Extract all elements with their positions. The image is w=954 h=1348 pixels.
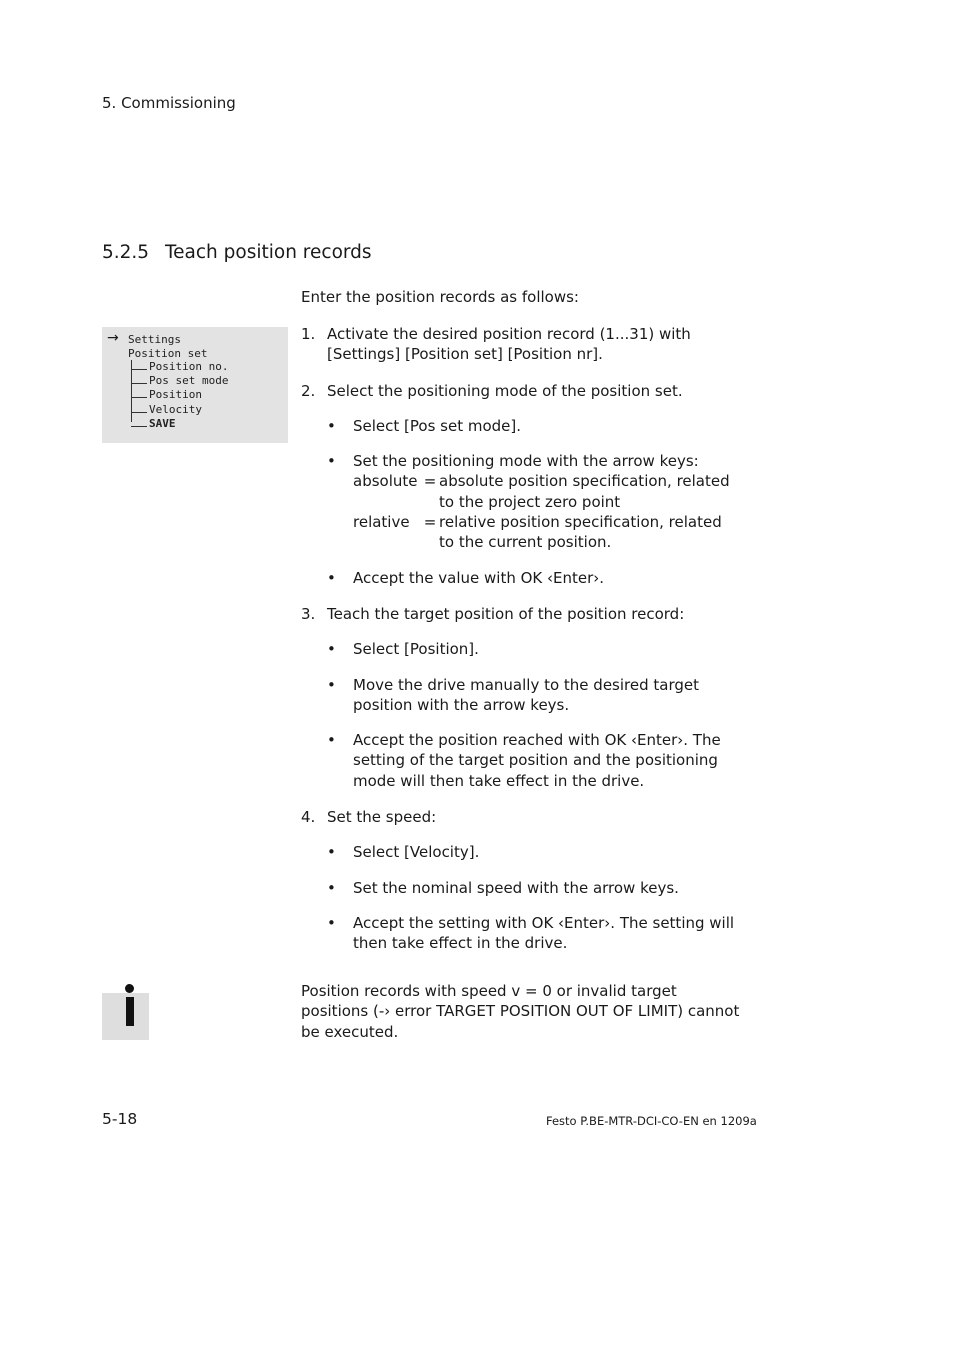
document-id: Festo P.BE-MTR-DCI-CO-EN en 1209a <box>546 1114 757 1128</box>
menu-item-position-no: Position no. <box>149 360 229 373</box>
list-item: • Accept the value with OK ‹Enter›. <box>327 568 605 587</box>
list-item: • Select [Position]. <box>327 640 479 659</box>
menu-item-settings: Settings <box>128 333 181 346</box>
arrow-right-icon: → <box>107 330 119 346</box>
intro-text: Enter the position records as follows: <box>301 288 579 306</box>
info-note: Position records with speed v = 0 or invalid target positions (-› error TARGET POSITION OUT OF LIMIT) cannot be executed. <box>301 982 740 1041</box>
list-item: • Set the nominal speed with the arrow keys. <box>327 878 679 897</box>
menu-item-pos-set-mode: Pos set mode <box>149 374 229 388</box>
step-4 <box>301 807 741 953</box>
step-1 <box>301 324 741 365</box>
menu-subtree <box>130 360 280 431</box>
bullet-list <box>327 416 741 588</box>
list-item: • Select [Pos set mode]. <box>327 416 522 435</box>
menu-item-save: SAVE <box>149 416 176 430</box>
bullet-icon: • <box>327 913 336 932</box>
step-text: Select the positioning mode of the position set. <box>327 381 683 400</box>
page-number: 5-18 <box>102 1110 138 1128</box>
menu-item-velocity: Velocity <box>149 402 202 416</box>
mode-desc: absolute position specification, related to the project zero point <box>439 472 730 511</box>
menu-tree-panel <box>102 327 288 443</box>
step-3 <box>301 604 741 791</box>
mode-name: relative <box>353 513 410 532</box>
section-title: Teach position records <box>165 242 372 263</box>
list-item: • Move the drive manually to the desired target position with the arrow keys. <box>327 675 700 714</box>
bullet-list <box>327 842 741 953</box>
step-text: Set the speed: <box>327 808 437 827</box>
step-number: 1. <box>301 325 316 343</box>
list-item: • Accept the setting with OK ‹Enter›. The setting will then take effect in the drive. <box>327 913 735 953</box>
step-text: Teach the target position of the position record: <box>327 604 685 623</box>
step-number: 4. <box>301 808 316 827</box>
step-2 <box>301 381 741 588</box>
bullet-icon: • <box>327 878 336 897</box>
bullet-icon: • <box>327 452 336 471</box>
bullet-icon: • <box>327 568 336 587</box>
list-item: • Set the positioning mode with the arrow keys: absolute = absolute position specification, related to the project zero point relative = relative position specification, related to the current position. <box>327 451 741 552</box>
mode-name: absolute <box>353 472 418 491</box>
bullet-icon: • <box>327 416 336 435</box>
info-icon <box>102 993 149 1040</box>
bullet-icon: • <box>327 731 336 750</box>
mode-table: absolute = absolute position specification, related to the project zero point relative = relative position specification, related to the current position. <box>353 471 741 552</box>
list-item: • Select [Velocity]. <box>327 843 480 862</box>
list-item: • Accept the position reached with OK ‹Enter›. The setting of the target position and the positioning mode will then take effect in the drive. <box>327 731 721 790</box>
chapter-header: 5. Commissioning <box>102 94 236 112</box>
step-text: Activate the desired position record (1...31) with [Settings] [Position set] [Position nr]. <box>327 325 691 364</box>
steps-list <box>301 324 741 970</box>
mode-desc: relative position specification, related to the current position. <box>439 513 722 552</box>
step-number: 2. <box>301 381 316 400</box>
bullet-list <box>327 639 741 791</box>
step-number: 3. <box>301 604 316 623</box>
menu-item-position: Position <box>149 388 202 402</box>
bullet-icon: • <box>327 640 336 659</box>
bullet-icon: • <box>327 675 336 694</box>
bullet-icon: • <box>327 843 336 862</box>
menu-item-position-set: Position set <box>128 347 208 360</box>
section-heading <box>102 242 372 263</box>
section-number: 5.2.5 <box>102 242 150 263</box>
